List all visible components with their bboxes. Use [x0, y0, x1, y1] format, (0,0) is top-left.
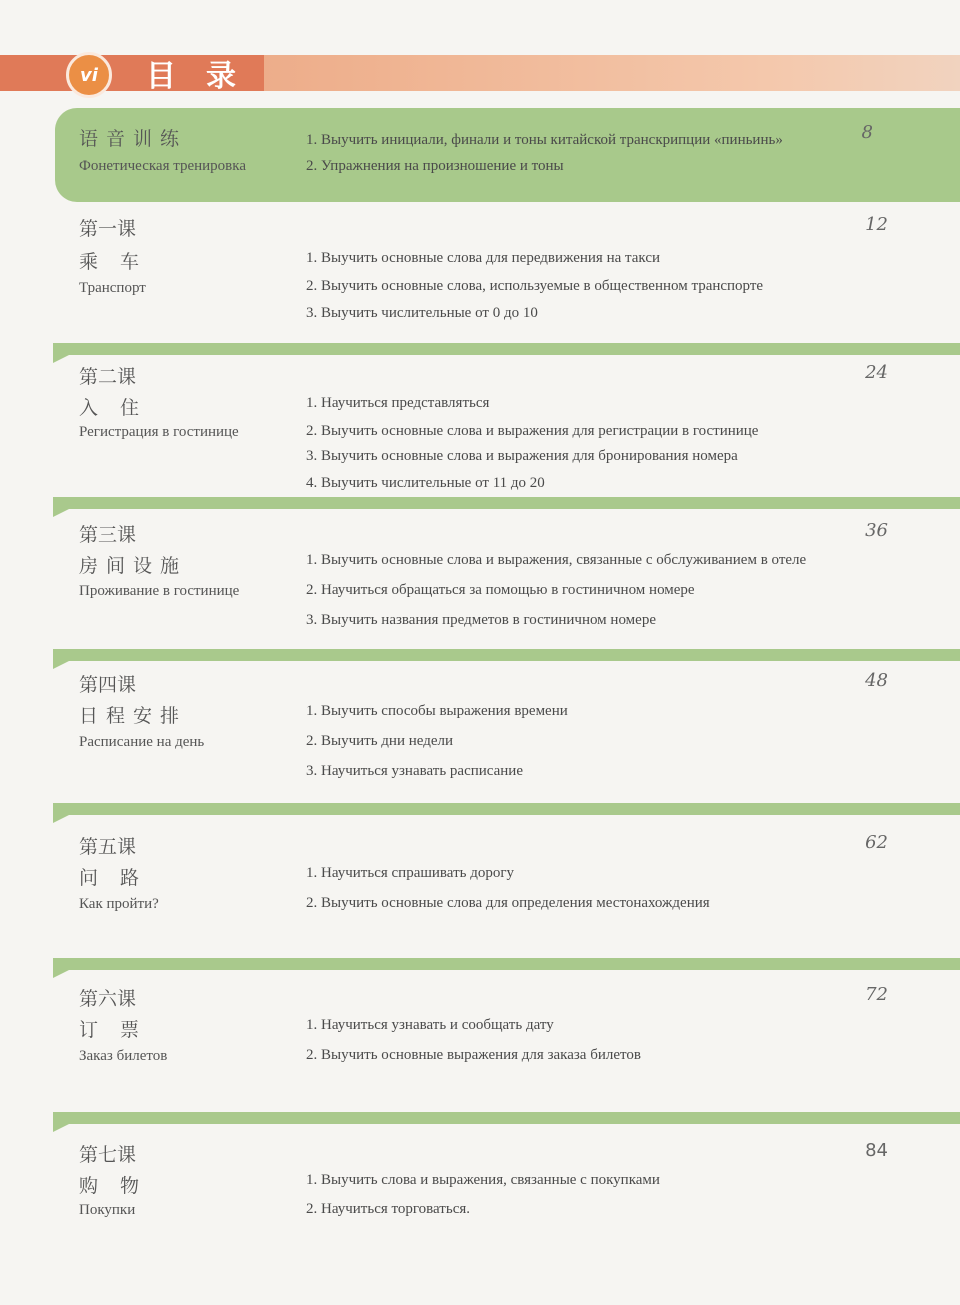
- entry-page-number[interactable]: 72: [865, 984, 888, 1005]
- toc-entry-lesson-6[interactable]: [55, 978, 960, 1103]
- toc-entry-lesson-1[interactable]: [55, 206, 960, 340]
- toc-entry-phonetics[interactable]: [55, 108, 960, 202]
- entry-goal: 1. Выучить инициали, финали и тоны китайской транскрипции «пиньинь»: [306, 132, 783, 148]
- entry-goal: 2. Выучить основные слова, используемые в общественном транспорте: [306, 278, 764, 294]
- entry-page-number[interactable]: 84: [865, 1140, 888, 1161]
- toc-entry-lesson-4[interactable]: [55, 664, 960, 794]
- entry-cn-title: 入 住: [79, 397, 148, 419]
- lesson-number: 第二课: [79, 366, 137, 388]
- entry-goal: 3. Выучить названия предметов в гостиничном номере: [306, 612, 656, 628]
- entry-ru-title: Как пройти?: [79, 896, 159, 912]
- entry-ru-title: Покупки: [79, 1202, 136, 1218]
- entry-goal: 1. Выучить слова и выражения, связанные с покупками: [306, 1172, 660, 1188]
- entry-cn-title: 乘 车: [79, 251, 148, 273]
- entry-goal: 3. Научиться узнавать расписание: [306, 763, 523, 779]
- entry-goal: 1. Выучить основные слова для передвижения на такси: [306, 250, 661, 266]
- entry-goal: 2. Выучить основные слова и выражения для регистрации в гостинице: [306, 423, 759, 439]
- lesson-number: 第四课: [79, 674, 137, 696]
- entry-goal: 1. Выучить основные слова и выражения, связанные с обслуживанием в отеле: [306, 552, 807, 568]
- entry-page-number[interactable]: 12: [865, 214, 888, 235]
- page-title: 目录: [146, 59, 266, 94]
- entry-ru-title: Регистрация в гостинице: [79, 424, 239, 440]
- entry-goal: 3. Выучить основные слова и выражения для бронирования номера: [306, 448, 738, 464]
- entry-ru-title: Расписание на день: [79, 734, 205, 750]
- entry-goal: 2. Научиться обращаться за помощью в гостиничном номере: [306, 582, 695, 598]
- entry-ru-title: Транспорт: [79, 280, 146, 296]
- lesson-number: 第五课: [79, 836, 137, 858]
- toc-entry-lesson-7[interactable]: [55, 1134, 960, 1254]
- entry-cn-title: 订 票: [79, 1019, 148, 1041]
- entry-goal: 2. Научиться торговаться.: [306, 1201, 470, 1217]
- lesson-number: 第六课: [79, 988, 137, 1010]
- entry-page-number[interactable]: 36: [865, 520, 888, 541]
- entry-page-number[interactable]: 24: [865, 362, 888, 383]
- entry-cn-title: 问 路: [79, 867, 148, 889]
- section-divider: [53, 803, 960, 825]
- entry-page-number[interactable]: 48: [865, 670, 888, 691]
- page-number-badge: vi: [66, 52, 112, 98]
- entry-goal: 1. Научиться спрашивать дорогу: [306, 865, 515, 881]
- entry-cn-title: 语音训练: [79, 128, 188, 150]
- lesson-number: 第七课: [79, 1144, 137, 1166]
- section-divider: [53, 1112, 960, 1134]
- lesson-number: 第一课: [79, 218, 137, 240]
- section-divider: [53, 958, 960, 980]
- entry-goal: 3. Выучить числительные от 0 до 10: [306, 305, 538, 321]
- entry-goal: 1. Выучить способы выражения времени: [306, 703, 568, 719]
- lesson-number: 第三课: [79, 524, 137, 546]
- entry-goal: 2. Выучить основные слова для определения местонахождения: [306, 895, 710, 911]
- entry-goal: 2. Выучить дни недели: [306, 733, 454, 749]
- entry-ru-title: Заказ билетов: [79, 1048, 168, 1064]
- entry-cn-title: 购 物: [79, 1175, 148, 1197]
- entry-page-number[interactable]: 62: [865, 832, 888, 853]
- entry-goal: 1. Научиться узнавать и сообщать дату: [306, 1017, 554, 1033]
- entry-page-number[interactable]: 8: [861, 122, 873, 143]
- entry-cn-title: 日程安排: [79, 705, 188, 727]
- entry-ru-title: Проживание в гостинице: [79, 583, 240, 599]
- toc-entry-lesson-5[interactable]: [55, 826, 960, 951]
- entry-cn-title: 房间设施: [79, 555, 188, 577]
- entry-ru-title: Фонетическая тренировка: [79, 158, 246, 174]
- toc-entry-lesson-2[interactable]: [55, 356, 960, 496]
- toc-entry-lesson-3[interactable]: [55, 512, 960, 647]
- entry-goal: 4. Выучить числительные от 11 до 20: [306, 475, 545, 491]
- entry-goal: 1. Научиться представляться: [306, 395, 490, 411]
- entry-goal: 2. Выучить основные выражения для заказа билетов: [306, 1047, 641, 1063]
- entry-goal: 2. Упражнения на произношение и тоны: [306, 158, 564, 174]
